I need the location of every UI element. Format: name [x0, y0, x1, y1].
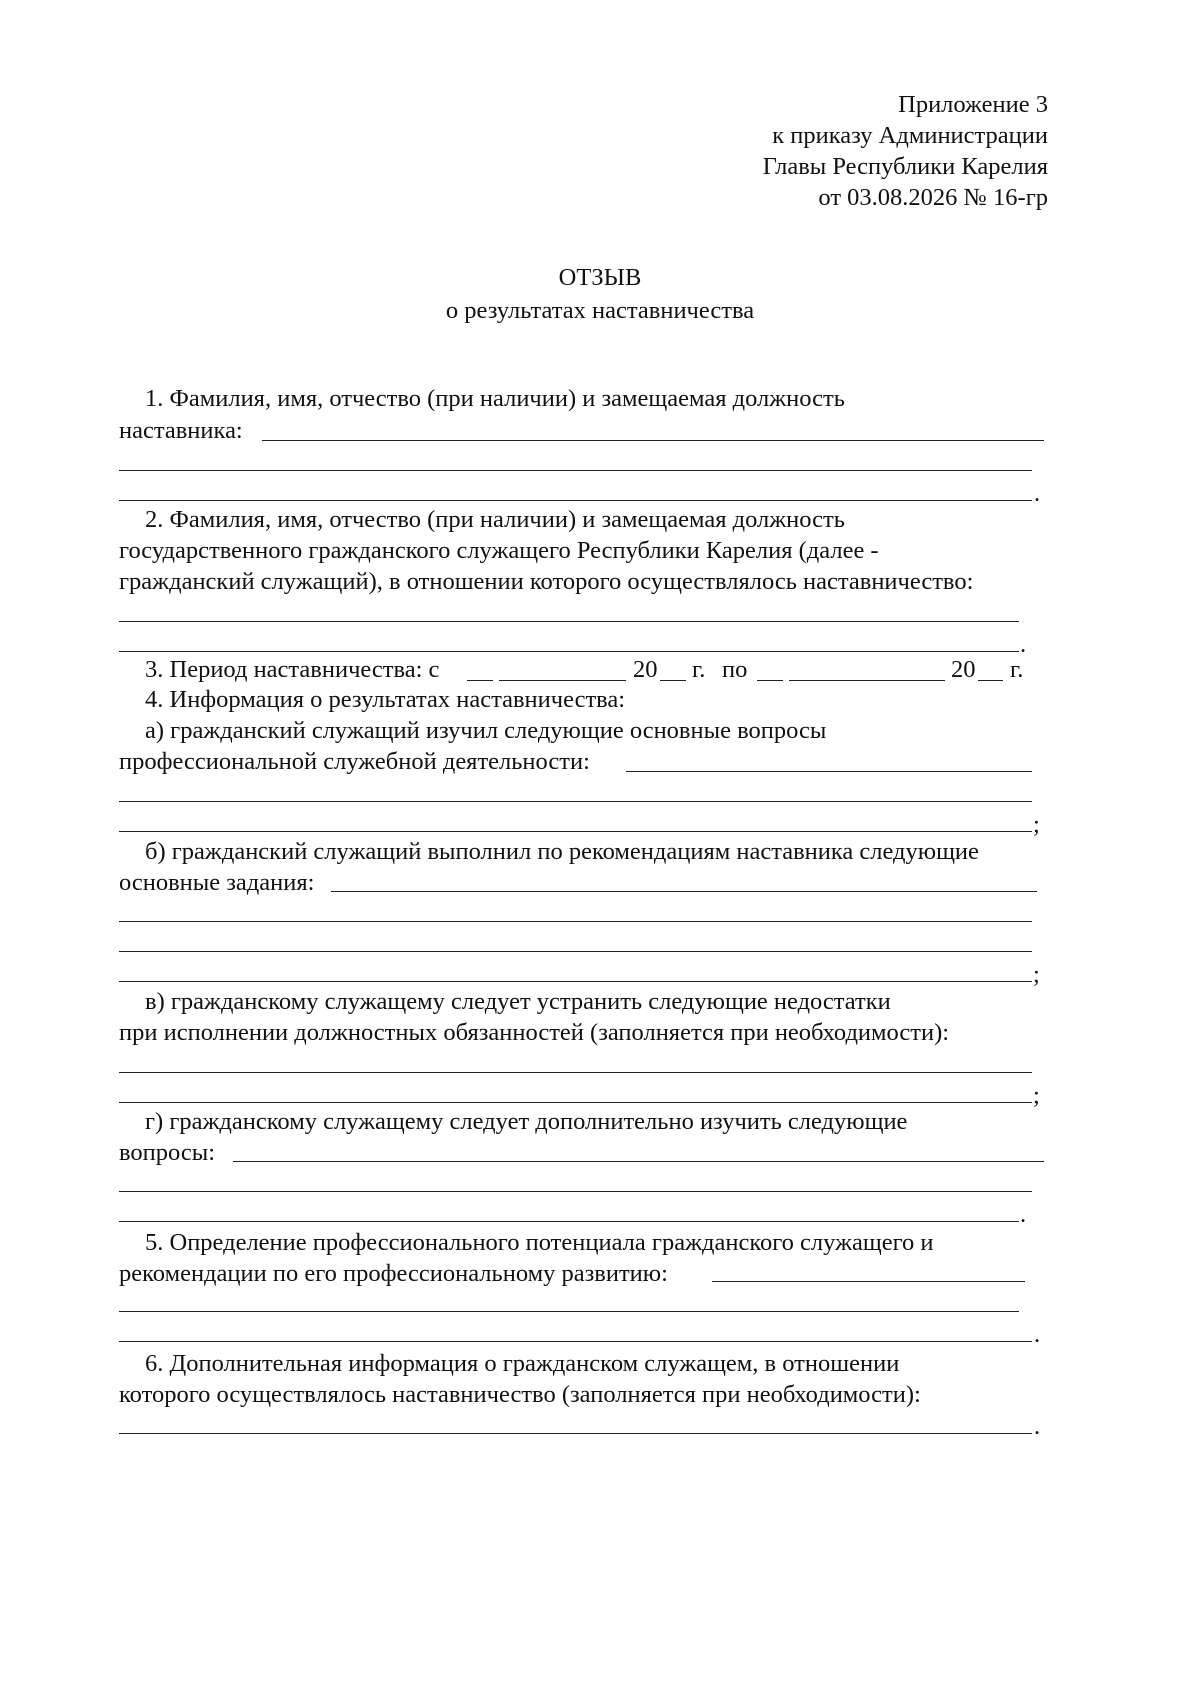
mentee-fill-line-2[interactable] [119, 651, 1019, 652]
period-start-year-field[interactable] [660, 680, 686, 681]
section-1-mentor-label: наставника: [119, 417, 243, 444]
document-title: ОТЗЫВ [558, 264, 642, 291]
additional-study-fill-line-3[interactable] [119, 1221, 1019, 1222]
period-start-year-suffix: г. [692, 656, 706, 683]
period-end-century: 20 [951, 656, 976, 683]
section-5-end-mark: . [1034, 1321, 1041, 1348]
section-2-text-cont: государственного гражданского служащего Республики Карелия (далее - [119, 537, 879, 564]
tasks-fill-line-1[interactable] [331, 891, 1037, 892]
section-4v-text-cont: при исполнении должностных обязанностей (заполняется при необходимости): [119, 1019, 950, 1046]
section-4-heading: 4. Информация о результатах наставничества: [145, 686, 626, 713]
studied-topics-fill-line-3[interactable] [119, 831, 1032, 832]
section-6-text-cont: которого осуществлялось наставничество (заполняется при необходимости): [119, 1381, 921, 1408]
section-1-end-mark: . [1034, 480, 1041, 507]
section-2-text: 2. Фамилия, имя, отчество (при наличии) и замещаемая должность [145, 506, 845, 533]
tasks-fill-line-2[interactable] [119, 921, 1032, 922]
appendix-label: Приложение 3 [898, 91, 1048, 118]
section-4b-text-cont: основные задания: [119, 869, 315, 896]
section-5-text: 5. Определение профессионального потенциала гражданского служащего и [145, 1229, 934, 1256]
section-4g-text: г) гражданскому служащему следует дополнительно изучить следующие [145, 1108, 908, 1135]
period-to-label: по [722, 656, 748, 683]
section-5-text-cont: рекомендации по его профессиональному развитию: [119, 1260, 668, 1287]
period-end-month-field[interactable] [789, 680, 945, 681]
section-1-text: 1. Фамилия, имя, отчество (при наличии) и замещаемая должность [145, 385, 845, 412]
mentor-fill-line-2[interactable] [119, 470, 1032, 471]
potential-fill-line-3[interactable] [119, 1341, 1032, 1342]
shortcomings-fill-line-1[interactable] [119, 1072, 1032, 1073]
issuer-name: Главы Республики Карелия [762, 153, 1048, 180]
section-2-end-mark: . [1020, 631, 1027, 658]
period-end-year-field[interactable] [978, 680, 1003, 681]
studied-topics-fill-line-1[interactable] [626, 771, 1032, 772]
section-4b-text: б) гражданский служащий выполнил по рекомендациям наставника следующие [145, 838, 979, 865]
section-4b-end-mark: ; [1033, 961, 1040, 988]
section-4v-text: в) гражданскому служащему следует устранить следующие недостатки [145, 988, 891, 1015]
section-2-text-cont2: гражданский служащий), в отношении которого осуществлялось наставничество: [119, 568, 974, 595]
potential-fill-line-2[interactable] [119, 1311, 1019, 1312]
section-4v-end-mark: ; [1033, 1082, 1040, 1109]
period-end-day-field[interactable] [757, 680, 783, 681]
mentee-fill-line-1[interactable] [119, 621, 1019, 622]
studied-topics-fill-line-2[interactable] [119, 801, 1032, 802]
section-4a-text-cont: профессиональной служебной деятельности: [119, 748, 590, 775]
period-start-century: 20 [633, 656, 658, 683]
section-6-text: 6. Дополнительная информация о гражданском служащем, в отношении [145, 1350, 900, 1377]
period-end-year-suffix: г. [1010, 656, 1024, 683]
potential-fill-line-1[interactable] [712, 1281, 1025, 1282]
mentor-fill-line-3[interactable] [119, 500, 1032, 501]
additional-study-fill-line-1[interactable] [233, 1161, 1044, 1162]
order-reference: к приказу Администрации [772, 122, 1048, 149]
order-date-number: от 03.08.2026 № 16-гр [818, 184, 1048, 211]
document-subtitle: о результатах наставничества [445, 297, 755, 324]
mentor-fill-line-1[interactable] [262, 440, 1044, 441]
period-start-month-field[interactable] [499, 680, 626, 681]
tasks-fill-line-3[interactable] [119, 951, 1032, 952]
section-4g-text-cont: вопросы: [119, 1139, 216, 1166]
additional-study-fill-line-2[interactable] [119, 1191, 1032, 1192]
tasks-fill-line-4[interactable] [119, 981, 1032, 982]
section-4g-end-mark: . [1020, 1201, 1027, 1228]
section-4a-end-mark: ; [1033, 811, 1040, 838]
section-6-end-mark: . [1034, 1413, 1041, 1440]
additional-info-fill-line[interactable] [119, 1433, 1032, 1434]
section-4a-text: а) гражданский служащий изучил следующие основные вопросы [145, 717, 827, 744]
shortcomings-fill-line-2[interactable] [119, 1102, 1032, 1103]
section-3-period-label: 3. Период наставничества: с [145, 656, 440, 683]
period-start-day-field[interactable] [467, 680, 493, 681]
